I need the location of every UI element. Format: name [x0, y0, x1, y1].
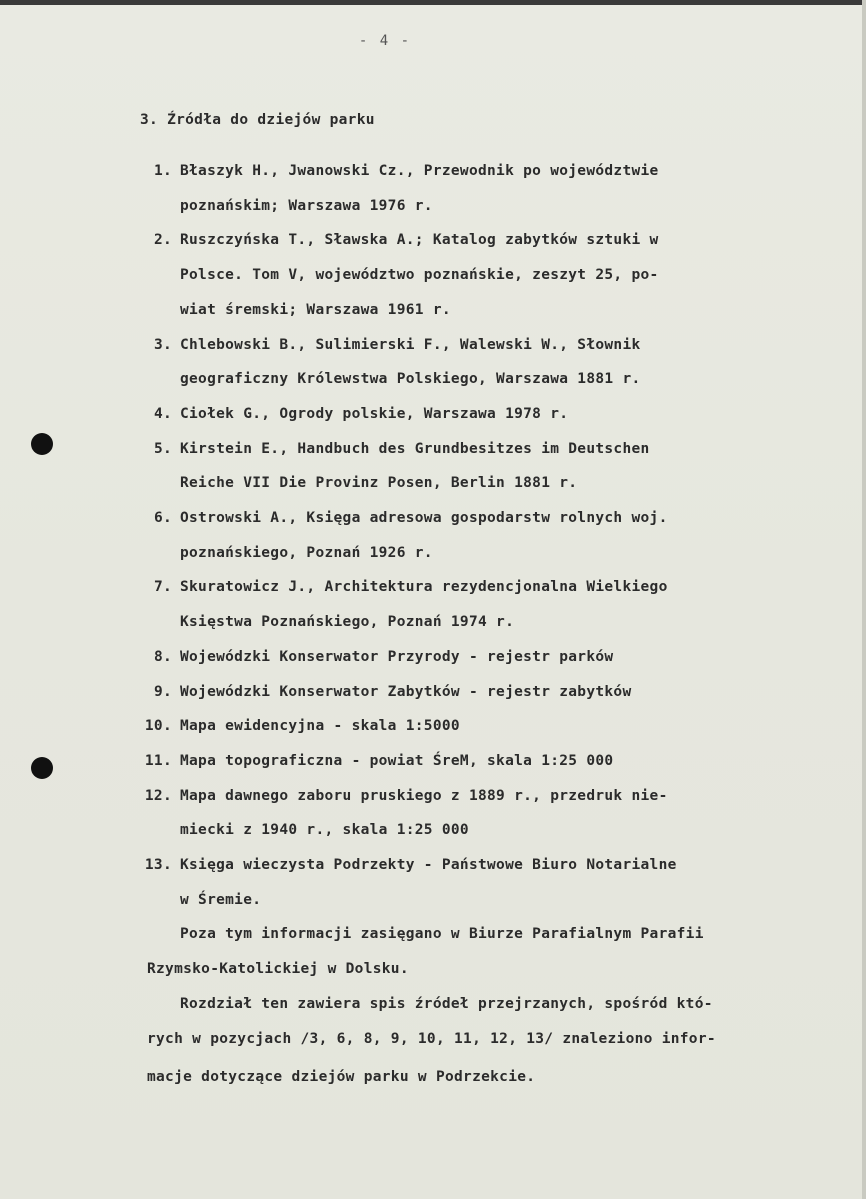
- source-number: 13.: [144, 857, 172, 873]
- source-number: 8.: [153, 648, 172, 665]
- source-line: geograficzny Królewstwa Polskiego, Warszawa 1881 r.: [180, 371, 641, 388]
- source-line: Ostrowski A., Księga adresowa gospodarstw rolnych woj.: [180, 510, 668, 526]
- source-line: Mapa ewidencyjna - skala 1:5000: [180, 718, 460, 735]
- source-line: Mapa topograficzna - powiat ŚreM, skala 1:25 000: [180, 752, 614, 769]
- source-line: Reiche VII Die Provinz Posen, Berlin 1881 r.: [180, 475, 578, 492]
- paragraph-line: Rzymsko-Katolickiej w Dolsku.: [147, 961, 409, 978]
- paragraph-line: macje dotyczące dziejów parku w Podrzekcie.: [147, 1069, 536, 1086]
- source-line: w Śremie.: [180, 891, 262, 908]
- source-line: Wojewódzki Konserwator Przyrody - rejestr parków: [180, 648, 614, 665]
- paragraph-line: Poza tym informacji zasięgano w Biurze Parafialnym Parafii: [180, 926, 704, 943]
- source-number: 4.: [153, 405, 172, 422]
- binder-hole: [31, 757, 53, 779]
- source-number: 7.: [153, 579, 172, 596]
- source-line: Księga wieczysta Podrzekty - Państwowe Biuro Notarialne: [180, 857, 677, 873]
- source-number: 9.: [153, 683, 172, 700]
- source-line: poznańskim; Warszawa 1976 r.: [180, 197, 433, 214]
- source-line: wiat śremski; Warszawa 1961 r.: [180, 301, 451, 318]
- source-number: 2.: [153, 232, 172, 249]
- paragraph-line: Rozdział ten zawiera spis źródeł przejrzanych, spośród któ-: [180, 995, 713, 1012]
- section-heading: 3. Źródła do dziejów parku: [140, 112, 375, 128]
- source-number: 12.: [144, 787, 172, 804]
- source-number: 3.: [153, 336, 172, 353]
- source-line: Księstwa Poznańskiego, Poznań 1974 r.: [180, 614, 515, 631]
- source-line: Mapa dawnego zaboru pruskiego z 1889 r., przedruk nie-: [180, 787, 668, 804]
- source-line: Ruszczyńska T., Sławska A.; Katalog zabytków sztuki w: [180, 232, 659, 249]
- source-line: Ciołek G., Ogrody polskie, Warszawa 1978 r.: [180, 405, 569, 422]
- source-line: Błaszyk H., Jwanowski Cz., Przewodnik po województwie: [180, 163, 659, 179]
- page-number: - 4 -: [358, 33, 412, 49]
- scan-right-edge: [862, 0, 866, 1199]
- source-line: Skuratowicz J., Architektura rezydencjonalna Wielkiego: [180, 579, 668, 596]
- source-line: Kirstein E., Handbuch des Grundbesitzes im Deutschen: [180, 440, 650, 457]
- source-line: Chlebowski B., Sulimierski F., Walewski W., Słownik: [180, 336, 641, 353]
- source-number: 10.: [144, 718, 172, 735]
- paragraph-line: rych w pozycjach /3, 6, 8, 9, 10, 11, 12, 13/ znaleziono infor-: [147, 1030, 716, 1047]
- source-number: 1.: [153, 163, 172, 179]
- source-number: 6.: [153, 510, 172, 526]
- scan-top-edge: [0, 0, 866, 5]
- source-line: Wojewódzki Konserwator Zabytków - rejestr zabytków: [180, 683, 632, 700]
- source-line: miecki z 1940 r., skala 1:25 000: [180, 822, 469, 839]
- binder-hole: [31, 433, 53, 455]
- source-line: poznańskiego, Poznań 1926 r.: [180, 544, 433, 561]
- source-number: 11.: [144, 752, 172, 769]
- source-number: 5.: [153, 440, 172, 457]
- source-line: Polsce. Tom V, województwo poznańskie, zeszyt 25, po-: [180, 267, 659, 284]
